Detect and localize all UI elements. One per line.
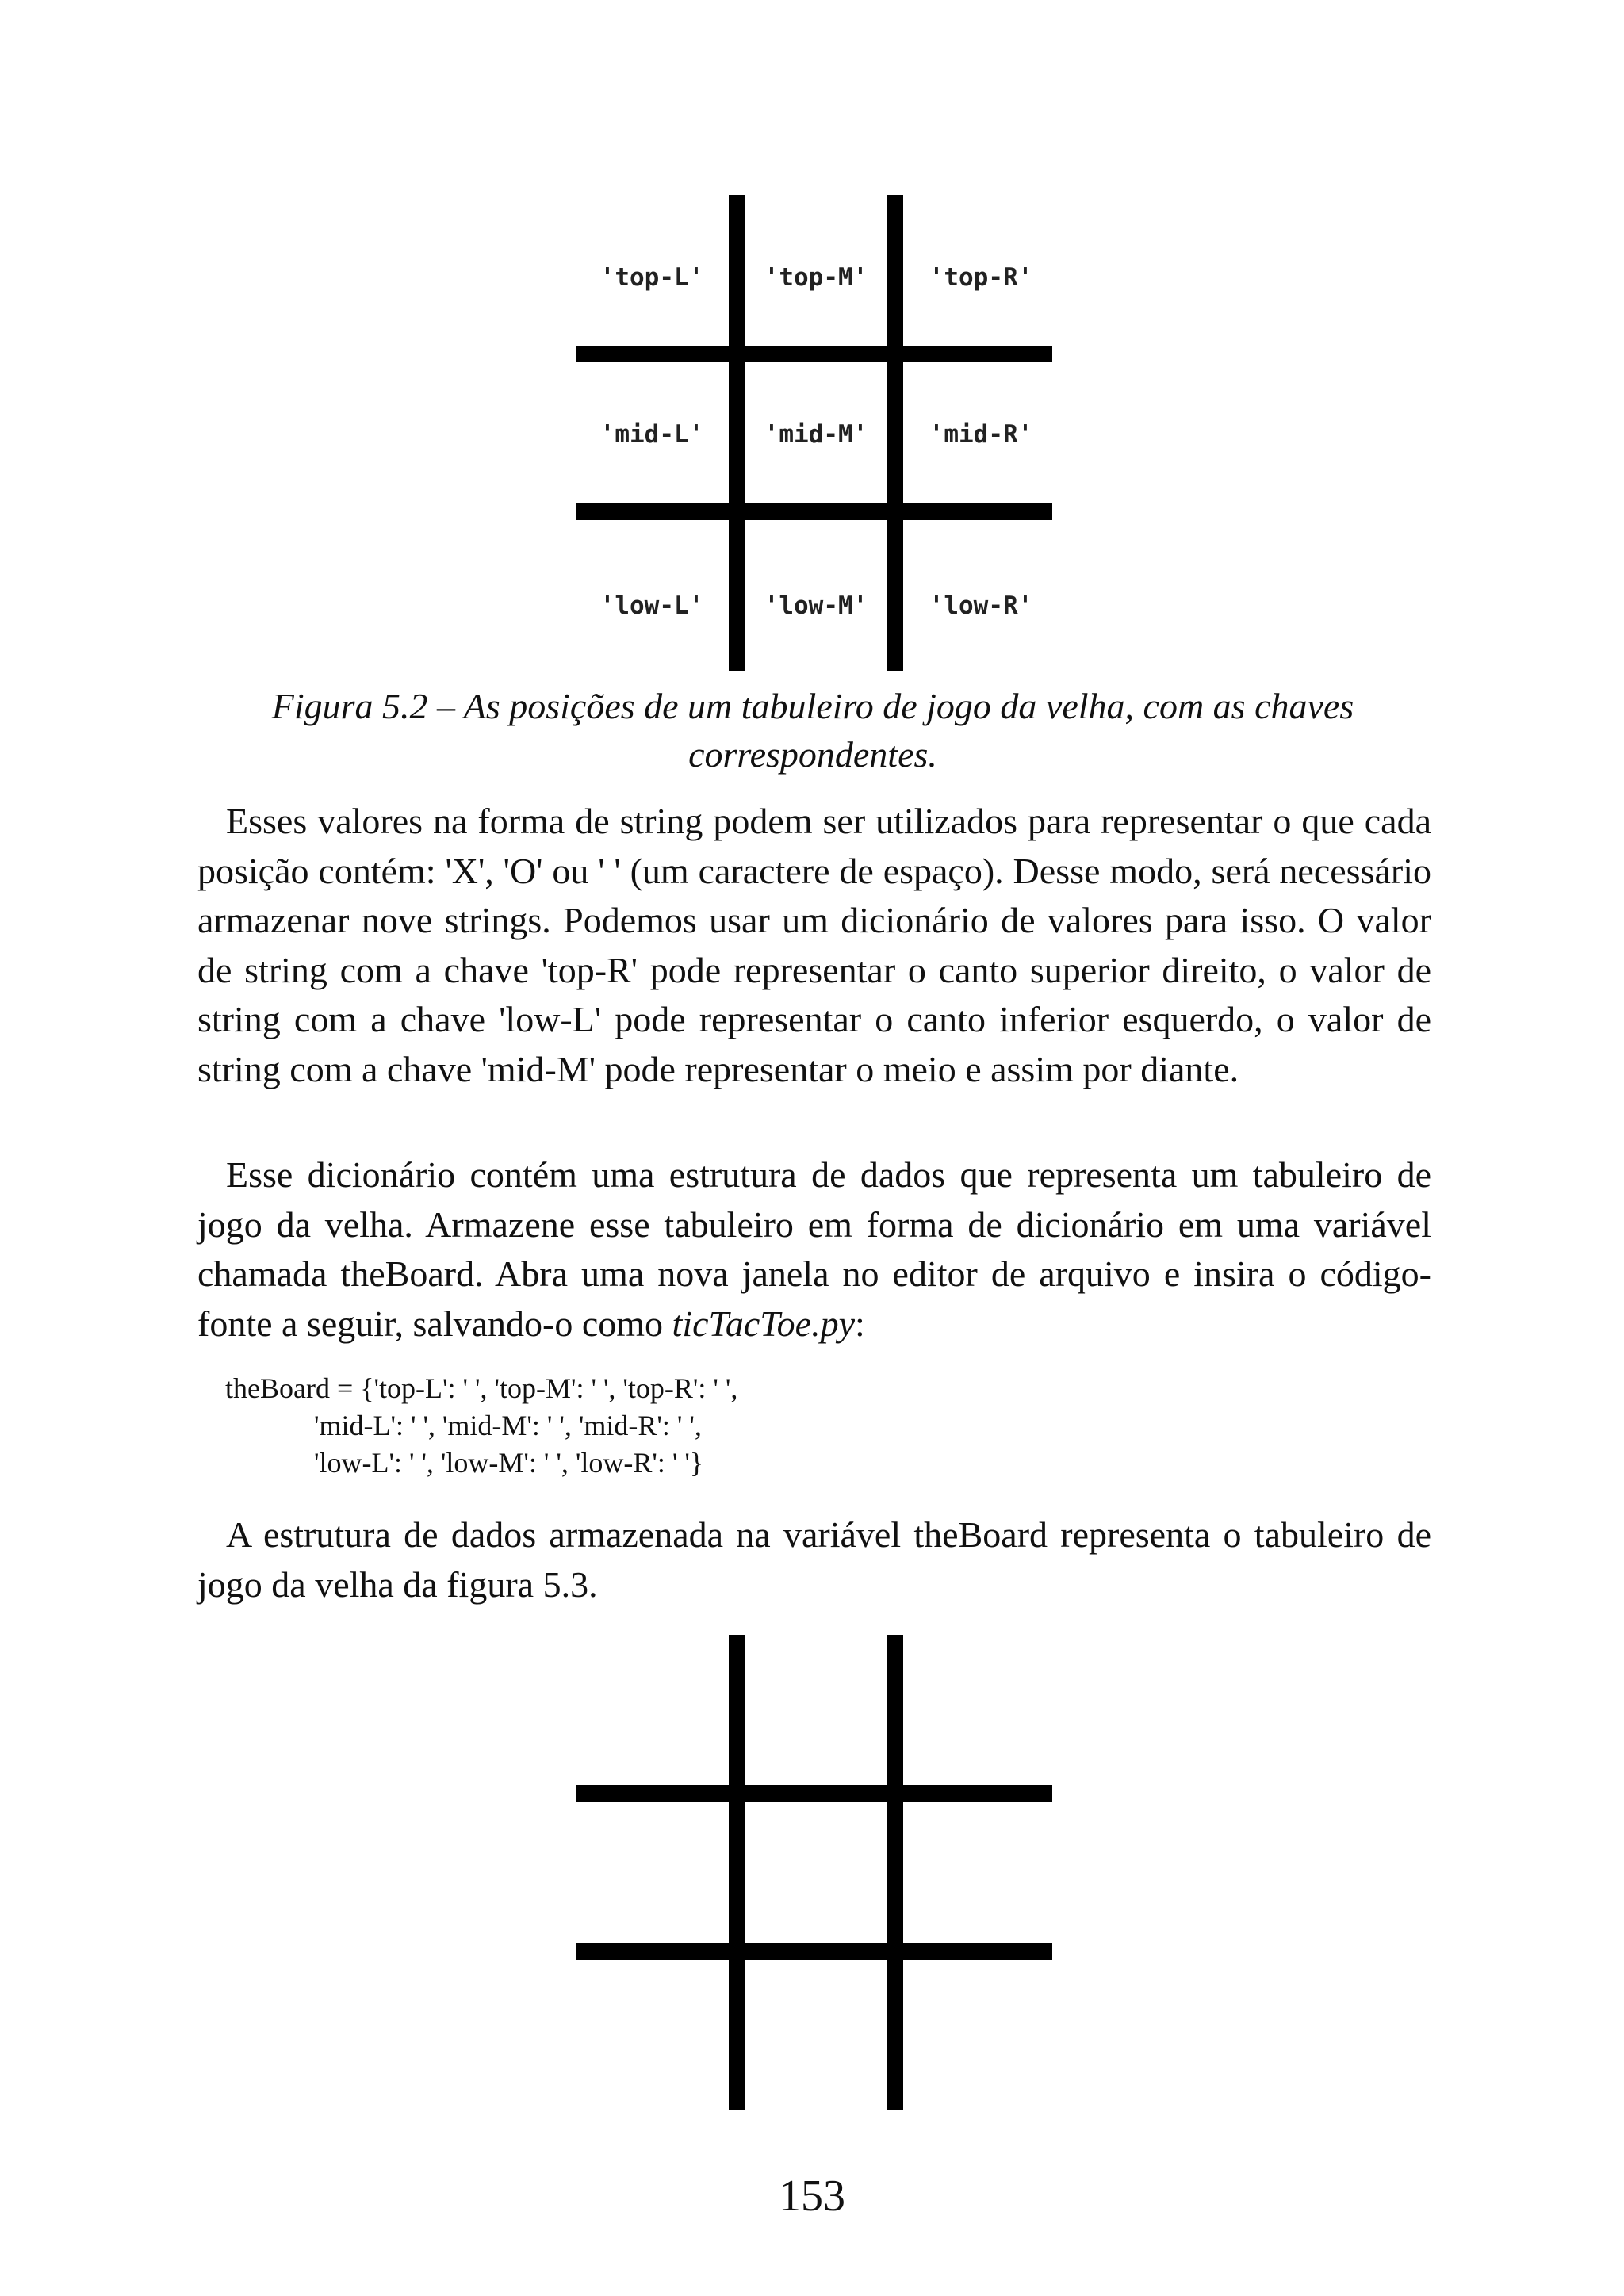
board-horizontal-line-top [576, 346, 1052, 362]
cell-mid-r: 'mid-R' [929, 420, 1033, 449]
cell-low-m: 'low-M' [764, 591, 868, 620]
code-line: 'low-L': ' ', 'low-M': ' ', 'low-R': ' '} [314, 1447, 704, 1479]
board-horizontal-line-bottom [576, 503, 1052, 520]
filename-emphasis: ticTacToe.py [672, 1303, 855, 1344]
cell-low-l: 'low-L' [599, 591, 704, 620]
figure-caption: Figura 5.2 – As posições de um tabuleiro de jogo da velha, com as chaves correspondentes. [271, 686, 1354, 775]
cell-low-r: 'low-R' [929, 591, 1033, 620]
board-horizontal-line-top [576, 1785, 1052, 1802]
board-vertical-line-left [729, 195, 745, 671]
code-line: 'mid-L': ' ', 'mid-M': ' ', 'mid-R': ' ', [314, 1410, 702, 1441]
page-number: 153 [779, 2172, 845, 2221]
paragraph-3: A estrutura de dados armazenada na variável theBoard representa o tabuleiro de jogo da velha da figura 5.3. [197, 1514, 1431, 1605]
cell-mid-m: 'mid-M' [764, 420, 868, 449]
code-line: theBoard = {'top-L': ' ', 'top-M': ' ', 'top-R': ' ', [225, 1372, 738, 1404]
board-vertical-line-right [887, 1635, 903, 2110]
paragraph-2-end: : [855, 1303, 865, 1344]
cell-top-r: 'top-R' [929, 263, 1033, 292]
cell-mid-l: 'mid-L' [599, 420, 704, 449]
figure-5-3-board [576, 1635, 1052, 2110]
cell-top-l: 'top-L' [599, 263, 704, 292]
code-block [225, 1370, 737, 1482]
paragraph-2-text: Esse dicionário contém uma estrutura de dados que representa um tabuleiro de jogo da velha. Armazene esse tabuleiro em forma de dicionário em uma variável chamada theBoard. Abra uma nova janela no editor de arquivo e insira o código-fonte a seguir, salvando-o como [197, 1154, 1431, 1344]
paragraph-1: Esses valores na forma de string podem ser utilizados para representar o que cada posição contém: 'X', 'O' ou ' ' (um caractere de espaço). Desse modo, será necessário armazenar nove strings. Podemos usar um dicionário de valores para isso. O valor de string com a chave 'top-R' pode representar o canto superior direito, o valor de string com a chave 'low-L' pode representar o canto inferior esquerdo, o valor de string com a chave 'mid-M' pode representar o meio e assim por diante. [197, 801, 1431, 1089]
figure-5-2-board [576, 195, 1052, 671]
cell-top-m: 'top-M' [764, 263, 868, 292]
board-vertical-line-right [887, 195, 903, 671]
board-horizontal-line-bottom [576, 1943, 1052, 1960]
board-vertical-line-left [729, 1635, 745, 2110]
paragraph-2 [197, 1150, 1431, 1349]
